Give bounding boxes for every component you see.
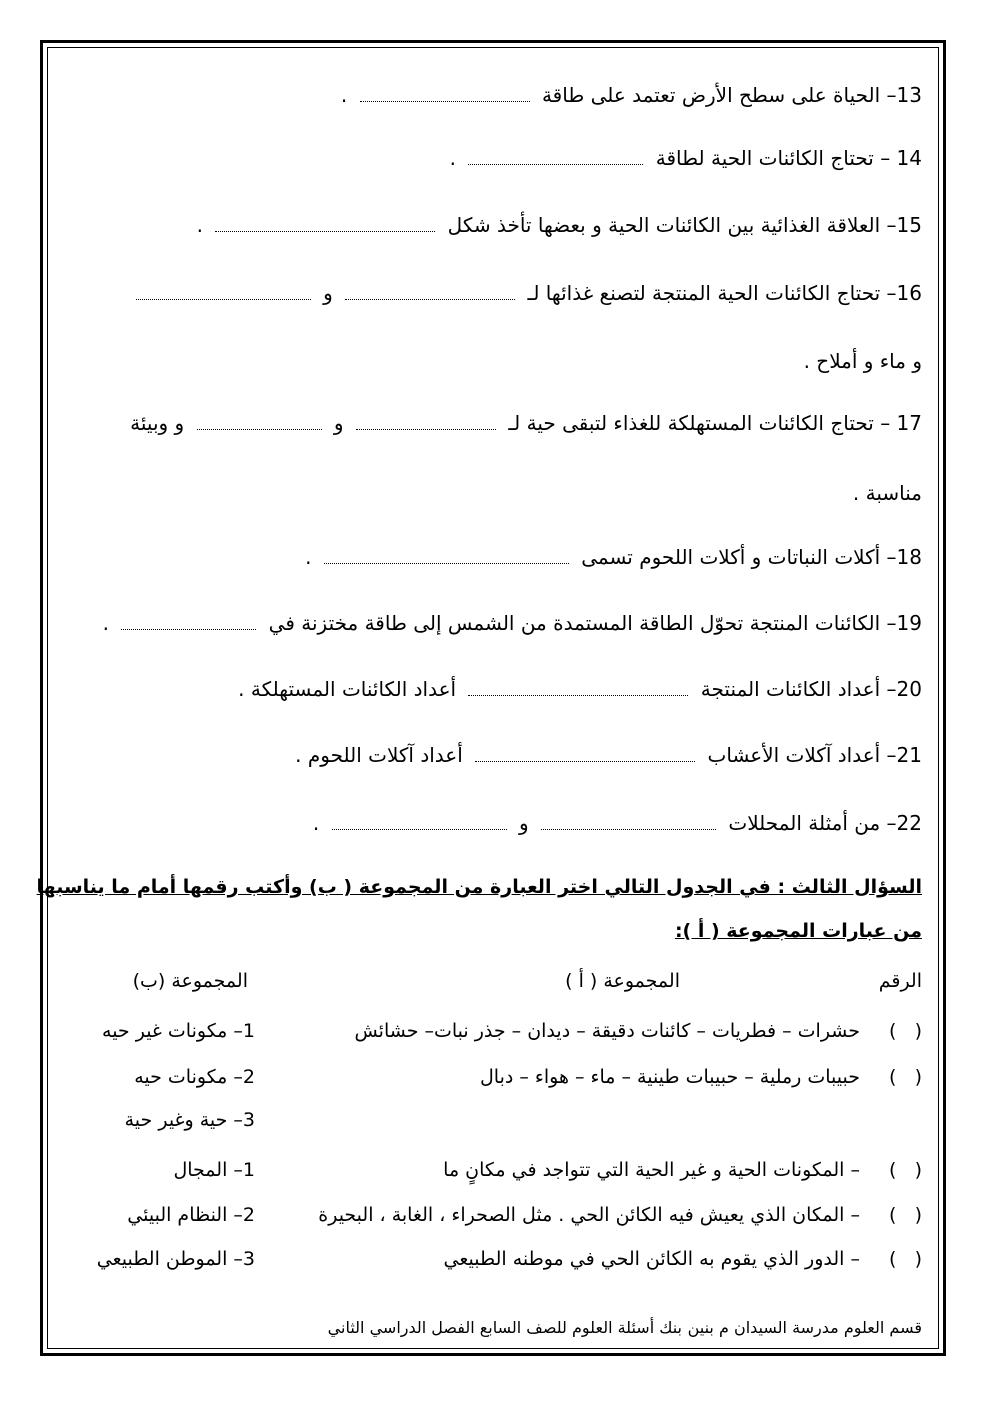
answer-blank[interactable] [121,613,256,630]
answer-blank[interactable] [468,148,643,165]
group-a-item: – المكونات الحية و غير الحية التي تتواجد في مكانٍ ما [443,1159,860,1181]
answer-blank[interactable] [332,813,507,830]
column-header-group-b: المجموعة (ب) [132,970,248,992]
answer-blank[interactable] [136,283,311,300]
answer-blank[interactable] [324,547,569,564]
answer-blank[interactable] [360,85,530,102]
footer-department: قسم العلوم مدرسة السيدان م بنين [687,1318,922,1337]
question-text: 18– أكلات النباتات و أكلات اللحوم تسمى [581,545,922,569]
footer-bank-title: بنك أسئلة العلوم للصف السابع الفصل الدراسي الثاني [327,1318,682,1337]
question-17-cont: مناسبة . [852,481,922,505]
question-21: 21– أعداد آكلات الأعشاب أعداد آكلات اللحوم . [295,743,922,767]
answer-parentheses[interactable]: ( ) [889,1248,922,1270]
group-b-item: 1– المجال [173,1159,255,1181]
question-3-title-cont: من عبارات المجموعة ( أ ): [674,920,922,942]
answer-parentheses[interactable]: ( ) [889,1020,922,1042]
group-b-item: 3– حية وغير حية [124,1109,255,1131]
question-3-title: السؤال الثالث : في الجدول التالي اختر العبارة من المجموعة ( ب) وأكتب رقمها أمام ما يناسبها [36,876,922,898]
answer-parentheses[interactable]: ( ) [889,1066,922,1088]
answer-blank[interactable] [215,215,435,232]
group-b-item: 2– النظام البيئي [127,1204,255,1226]
question-text: 22– من أمثلة المحللات [728,811,922,835]
answer-blank[interactable] [475,745,695,762]
question-text: 15– العلاقة الغذائية بين الكائنات الحية و بعضها تأخذ شكل [447,213,922,237]
group-a-item: حبيبات رملية – حبيبات طينية – ماء – هواء – دبال [480,1066,860,1088]
question-13: 13– الحياة على سطح الأرض تعتمد على طاقة . [340,83,922,107]
answer-blank[interactable] [468,679,688,696]
question-text: 19– الكائنات المنتجة تحوّل الطاقة المستمدة من الشمس إلى طاقة مختزنة في [268,611,922,635]
group-b-item: 2– مكونات حيه [134,1066,255,1088]
question-14: 14 – تحتاج الكائنات الحية لطاقة . [449,146,922,170]
group-b-item: 3– الموطن الطبيعي [96,1248,255,1270]
group-a-item: – المكان الذي يعيش فيه الكائن الحي . مثل الصحراء ، الغابة ، البحيرة [318,1204,860,1226]
answer-blank[interactable] [197,413,322,430]
question-18: 18– أكلات النباتات و أكلات اللحوم تسمى . [305,545,922,569]
column-header-number: الرقم [878,970,922,992]
question-20: 20– أعداد الكائنات المنتجة أعداد الكائنات المستهلكة . [238,677,922,701]
question-text: 20– أعداد الكائنات المنتجة [700,677,922,701]
question-text: 16– تحتاج الكائنات الحية المنتجة لتصنع غذائها لـ [527,281,922,305]
answer-parentheses[interactable]: ( ) [889,1159,922,1181]
column-header-group-a: المجموعة ( أ ) [565,970,680,992]
group-b-item: 1– مكونات غير حيه [102,1020,255,1042]
question-text: 21– أعداد آكلات الأعشاب [707,743,922,767]
question-17: 17 – تحتاج الكائنات المستهلكة للغذاء لتبقى حية لـ و و وبيئة [130,411,922,435]
question-16-cont: و ماء و أملاح . [803,349,922,373]
question-text: 17 – تحتاج الكائنات المستهلكة للغذاء لتبقى حية لـ [508,411,922,435]
answer-blank[interactable] [345,283,515,300]
group-a-item: – الدور الذي يقوم به الكائن الحي في موطنه الطبيعي [443,1248,860,1270]
answer-blank[interactable] [541,813,716,830]
question-19: 19– الكائنات المنتجة تحوّل الطاقة المستمدة من الشمس إلى طاقة مختزنة في . [102,611,922,635]
question-15: 15– العلاقة الغذائية بين الكائنات الحية و بعضها تأخذ شكل . [196,213,922,237]
group-a-item: حشرات – فطريات – كائنات دقيقة – ديدان – جذر نبات– حشائش [354,1020,860,1042]
question-text: 14 – تحتاج الكائنات الحية لطاقة [655,146,922,170]
answer-parentheses[interactable]: ( ) [889,1204,922,1226]
question-16: 16– تحتاج الكائنات الحية المنتجة لتصنع غذائها لـ و [130,278,922,308]
question-22: 22– من أمثلة المحللات و . [312,811,922,835]
answer-blank[interactable] [356,413,496,430]
question-text: 13– الحياة على سطح الأرض تعتمد على طاقة [541,83,922,107]
